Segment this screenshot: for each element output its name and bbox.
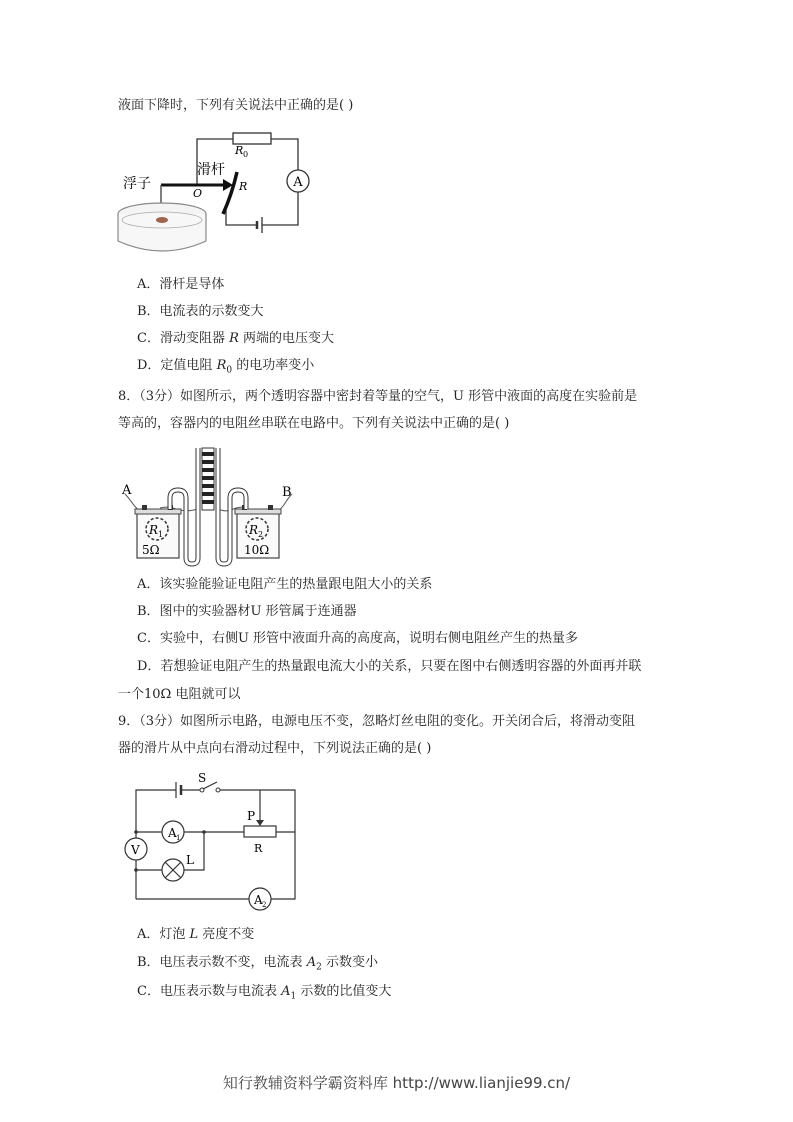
q8-option-a: A．该实验能验证电阻产生的热量跟电阻大小的关系 bbox=[137, 577, 433, 592]
q9-stem-line1: 9．（3分）如图所示电路，电源电压不变，忽略灯丝电阻的变化。开关闭合后，将滑动变阻 bbox=[118, 714, 636, 729]
svg-text:L: L bbox=[186, 853, 194, 867]
svg-text:2: 2 bbox=[262, 901, 267, 909]
svg-text:5Ω: 5Ω bbox=[142, 543, 160, 557]
svg-text:A: A bbox=[122, 483, 132, 498]
q7-option-b: B．电流表的示数变大 bbox=[137, 304, 264, 319]
q7-option-a: A．滑杆是导体 bbox=[137, 277, 225, 292]
svg-text:A: A bbox=[254, 893, 263, 907]
q8-option-d: D．若想验证电阻产生的热量跟电流大小的关系，只要在图中右侧透明容器的外面再并联 bbox=[137, 659, 642, 674]
svg-text:R: R bbox=[235, 144, 244, 157]
svg-text:R: R bbox=[239, 180, 248, 193]
q8-option-c: C．实验中，右侧U 形管中液面升高的高度高，说明右侧电阻丝产生的热量多 bbox=[137, 631, 579, 646]
svg-text:0: 0 bbox=[243, 150, 249, 159]
svg-text:R: R bbox=[249, 523, 259, 537]
svg-text:1: 1 bbox=[158, 530, 164, 539]
page-footer: 知行教辅资料学霸资料库 http://www.lianjie99.cn/ bbox=[222, 1074, 571, 1092]
svg-text:O: O bbox=[193, 187, 203, 200]
rheostat-r bbox=[244, 826, 276, 837]
arc-resistor-r bbox=[223, 172, 237, 214]
svg-text:浮子: 浮子 bbox=[123, 176, 151, 192]
q9-option-a: A．灯泡 L 亮度不变 bbox=[137, 927, 255, 942]
svg-text:A: A bbox=[168, 826, 177, 840]
q9-stem-line2: 器的滑片从中点向右滑动过程中，下列说法正确的是( ) bbox=[118, 741, 432, 756]
float-icon bbox=[156, 217, 168, 223]
svg-text:1: 1 bbox=[176, 834, 181, 842]
q8-stem-line1: 8．（3分）如图所示，两个透明容器中密封着等量的空气，U 形管中液面的高度在实验前是 bbox=[118, 389, 638, 404]
q9-option-b: B．电压表示数不变，电流表 $A_2$ 示数变小 bbox=[137, 955, 378, 973]
svg-text:P: P bbox=[247, 809, 256, 823]
q7-option-d: D．定值电阻 $R_0$ 的电功率变小 bbox=[137, 358, 315, 376]
svg-text:A: A bbox=[293, 175, 303, 190]
resistor-r0 bbox=[233, 133, 271, 144]
svg-text:S: S bbox=[198, 771, 207, 785]
svg-text:B: B bbox=[282, 485, 292, 500]
q8-option-b: B．图中的实验器材U 形管属于连通器 bbox=[137, 604, 357, 619]
q8-figure bbox=[120, 446, 300, 564]
svg-text:V: V bbox=[131, 843, 140, 857]
q7-stem: 液面下降时，下列有关说法中正确的是( ) bbox=[118, 98, 354, 113]
q9-figure bbox=[120, 770, 300, 915]
q8-option-d-cont: 一个10Ω 电阻就可以 bbox=[118, 687, 241, 702]
svg-text:2: 2 bbox=[258, 530, 264, 539]
svg-text:10Ω: 10Ω bbox=[244, 543, 270, 557]
svg-text:R: R bbox=[254, 842, 263, 855]
svg-text:滑杆: 滑杆 bbox=[197, 162, 225, 178]
q8-stem-line2: 等高的，容器内的电阻丝串联在电路中。下列有关说法中正确的是( ) bbox=[118, 416, 510, 431]
q7-option-c: C．滑动变阻器 R 两端的电压变大 bbox=[137, 331, 335, 346]
q9-option-c: C．电压表示数与电流表 $A_1$ 示数的比值变大 bbox=[137, 984, 392, 1002]
q7-figure bbox=[115, 128, 315, 258]
svg-text:R: R bbox=[149, 523, 159, 537]
